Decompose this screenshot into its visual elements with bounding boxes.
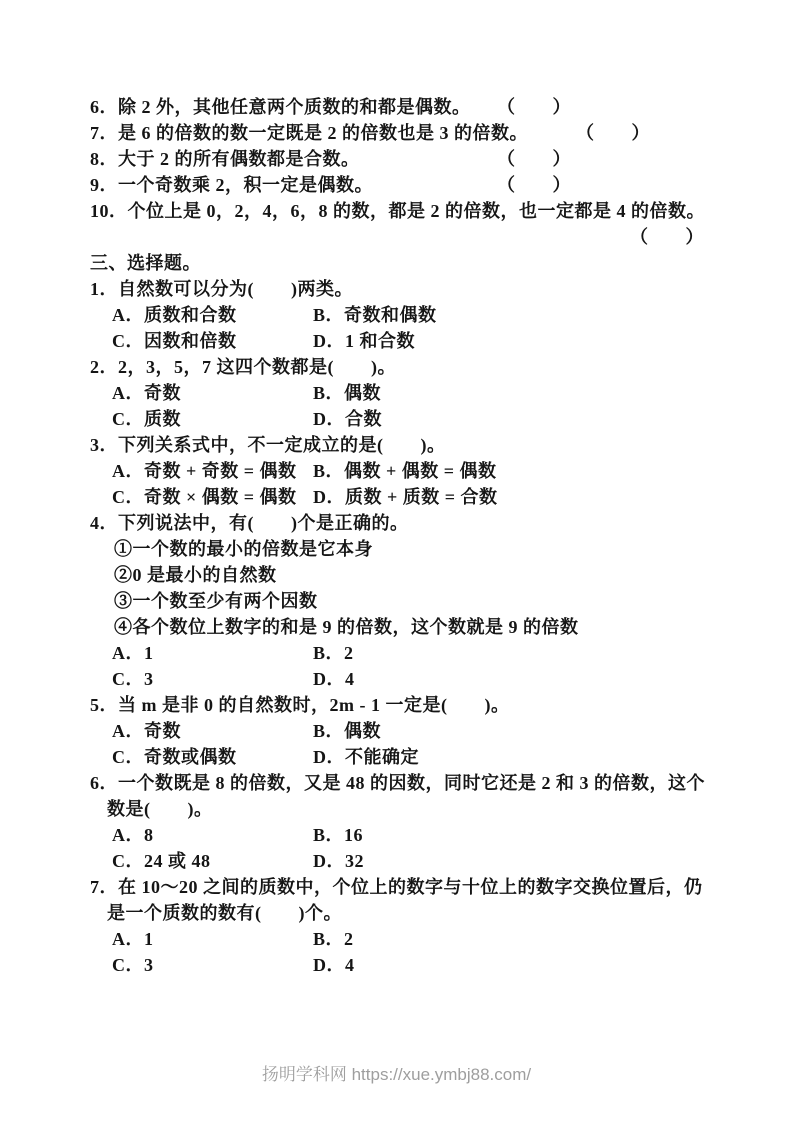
option-c: C．24 或 48	[112, 851, 211, 871]
choice-question-4	[90, 510, 740, 536]
option-a: A．1	[112, 929, 154, 949]
question-stem: 一个数既是 8 的倍数，又是 48 的因数，同时它还是 2 和 3 的倍数，这个	[118, 773, 705, 793]
judge-question-10	[90, 198, 740, 224]
choice-question-6	[90, 770, 740, 796]
question-number: 4．	[90, 513, 118, 533]
answer-blank: （ ）	[497, 149, 571, 169]
judge-question-6	[90, 94, 740, 120]
option-b: B．偶数	[313, 383, 382, 403]
options-row	[90, 640, 740, 666]
question-stem: 当 m 是非 0 的自然数时，2m - 1 一定是( )。	[118, 695, 510, 715]
worksheet-content	[90, 94, 740, 978]
option-d: D．4	[313, 669, 355, 689]
options-row	[90, 666, 740, 692]
question-number: 6．	[90, 773, 118, 793]
options-row	[90, 718, 740, 744]
answer-blank: （ ）	[576, 123, 650, 143]
answer-blank: （ ）	[630, 227, 704, 247]
judge-question-7	[90, 120, 740, 146]
question-number: 8．	[90, 149, 118, 169]
choice-question-7	[90, 874, 740, 900]
options-row	[90, 458, 740, 484]
question-text: 除 2 外，其他任意两个质数的和都是偶数。	[118, 97, 471, 117]
option-c: C．质数	[112, 409, 181, 429]
statement-item-2: ②0 是最小的自然数	[114, 565, 277, 585]
answer-blank: （ ）	[497, 175, 571, 195]
option-c: C．奇数或偶数	[112, 747, 237, 767]
option-b: B．奇数和偶数	[313, 305, 437, 325]
question-number: 6．	[90, 97, 118, 117]
option-d: D．4	[313, 955, 355, 975]
options-row	[90, 484, 740, 510]
question-text: 个位上是 0，2，4，6，8 的数，都是 2 的倍数，也一定都是 4 的倍数。	[127, 201, 705, 221]
option-a: A．奇数	[112, 383, 181, 403]
options-row	[90, 926, 740, 952]
choice-question-1	[90, 276, 740, 302]
options-row	[90, 822, 740, 848]
option-b: B．偶数 + 偶数 = 偶数	[313, 461, 497, 481]
question-stem: 在 10～20 之间的质数中，个位上的数字与十位上的数字交换位置后，仍	[118, 877, 703, 897]
question-number: 5．	[90, 695, 118, 715]
option-c: C．奇数 × 偶数 = 偶数	[112, 487, 297, 507]
statement-item-1: ①一个数的最小的倍数是它本身	[114, 539, 373, 559]
option-d: D．质数 + 质数 = 合数	[313, 487, 498, 507]
footer-url-link[interactable]: https://xue.ymbj88.com/	[351, 1065, 532, 1084]
options-row	[90, 302, 740, 328]
option-c: C．3	[112, 955, 154, 975]
question-text: 一个奇数乘 2，积一定是偶数。	[118, 175, 373, 195]
option-b: B．2	[313, 929, 354, 949]
choice-question-3	[90, 432, 740, 458]
choice-question-5	[90, 692, 740, 718]
options-row	[90, 406, 740, 432]
option-b: B．偶数	[313, 721, 382, 741]
footer-site-name: 扬明学科网	[261, 1065, 347, 1084]
footer	[0, 1062, 793, 1088]
question-stem-continued: 数是( )。	[107, 799, 213, 819]
options-row	[90, 328, 740, 354]
option-d: D．32	[313, 851, 364, 871]
question-number: 7．	[90, 877, 118, 897]
option-a: A．奇数	[112, 721, 181, 741]
option-d: D．合数	[313, 409, 382, 429]
section-heading: 三、选择题。	[90, 253, 201, 273]
statement-item-4: ④各个数位上数字的和是 9 的倍数，这个数就是 9 的倍数	[114, 617, 579, 637]
question-stem: 自然数可以分为( )两类。	[118, 279, 353, 299]
question-number: 7．	[90, 123, 118, 143]
options-row	[90, 952, 740, 978]
question-number: 1．	[90, 279, 118, 299]
option-a: A．奇数 + 奇数 = 偶数	[112, 461, 297, 481]
options-row	[90, 848, 740, 874]
question-text: 大于 2 的所有偶数都是合数。	[118, 149, 360, 169]
option-d: D．不能确定	[313, 747, 419, 767]
question-stem: 2，3，5，7 这四个数都是( )。	[118, 357, 396, 377]
question-stem: 下列说法中，有( )个是正确的。	[118, 513, 409, 533]
choice-question-2	[90, 354, 740, 380]
option-c: C．因数和倍数	[112, 331, 237, 351]
statement-item-3: ③一个数至少有两个因数	[114, 591, 318, 611]
judge-question-10-answer-line	[90, 224, 740, 250]
option-a: A．8	[112, 825, 154, 845]
options-row	[90, 744, 740, 770]
question-number: 10．	[90, 201, 128, 221]
option-a: A．质数和合数	[112, 305, 237, 325]
option-b: B．16	[313, 825, 364, 845]
option-b: B．2	[313, 643, 354, 663]
question-number: 9．	[90, 175, 118, 195]
option-d: D．1 和合数	[313, 331, 415, 351]
question-number: 3．	[90, 435, 118, 455]
question-text: 是 6 的倍数的数一定既是 2 的倍数也是 3 的倍数。	[118, 123, 528, 143]
option-c: C．3	[112, 669, 154, 689]
options-row	[90, 380, 740, 406]
judge-question-9	[90, 172, 740, 198]
question-number: 2．	[90, 357, 118, 377]
question-stem-continued: 是一个质数的数有( )个。	[107, 903, 342, 923]
answer-blank: （ ）	[497, 97, 571, 117]
question-stem: 下列关系式中，不一定成立的是( )。	[118, 435, 446, 455]
judge-question-8	[90, 146, 740, 172]
option-a: A．1	[112, 643, 154, 663]
